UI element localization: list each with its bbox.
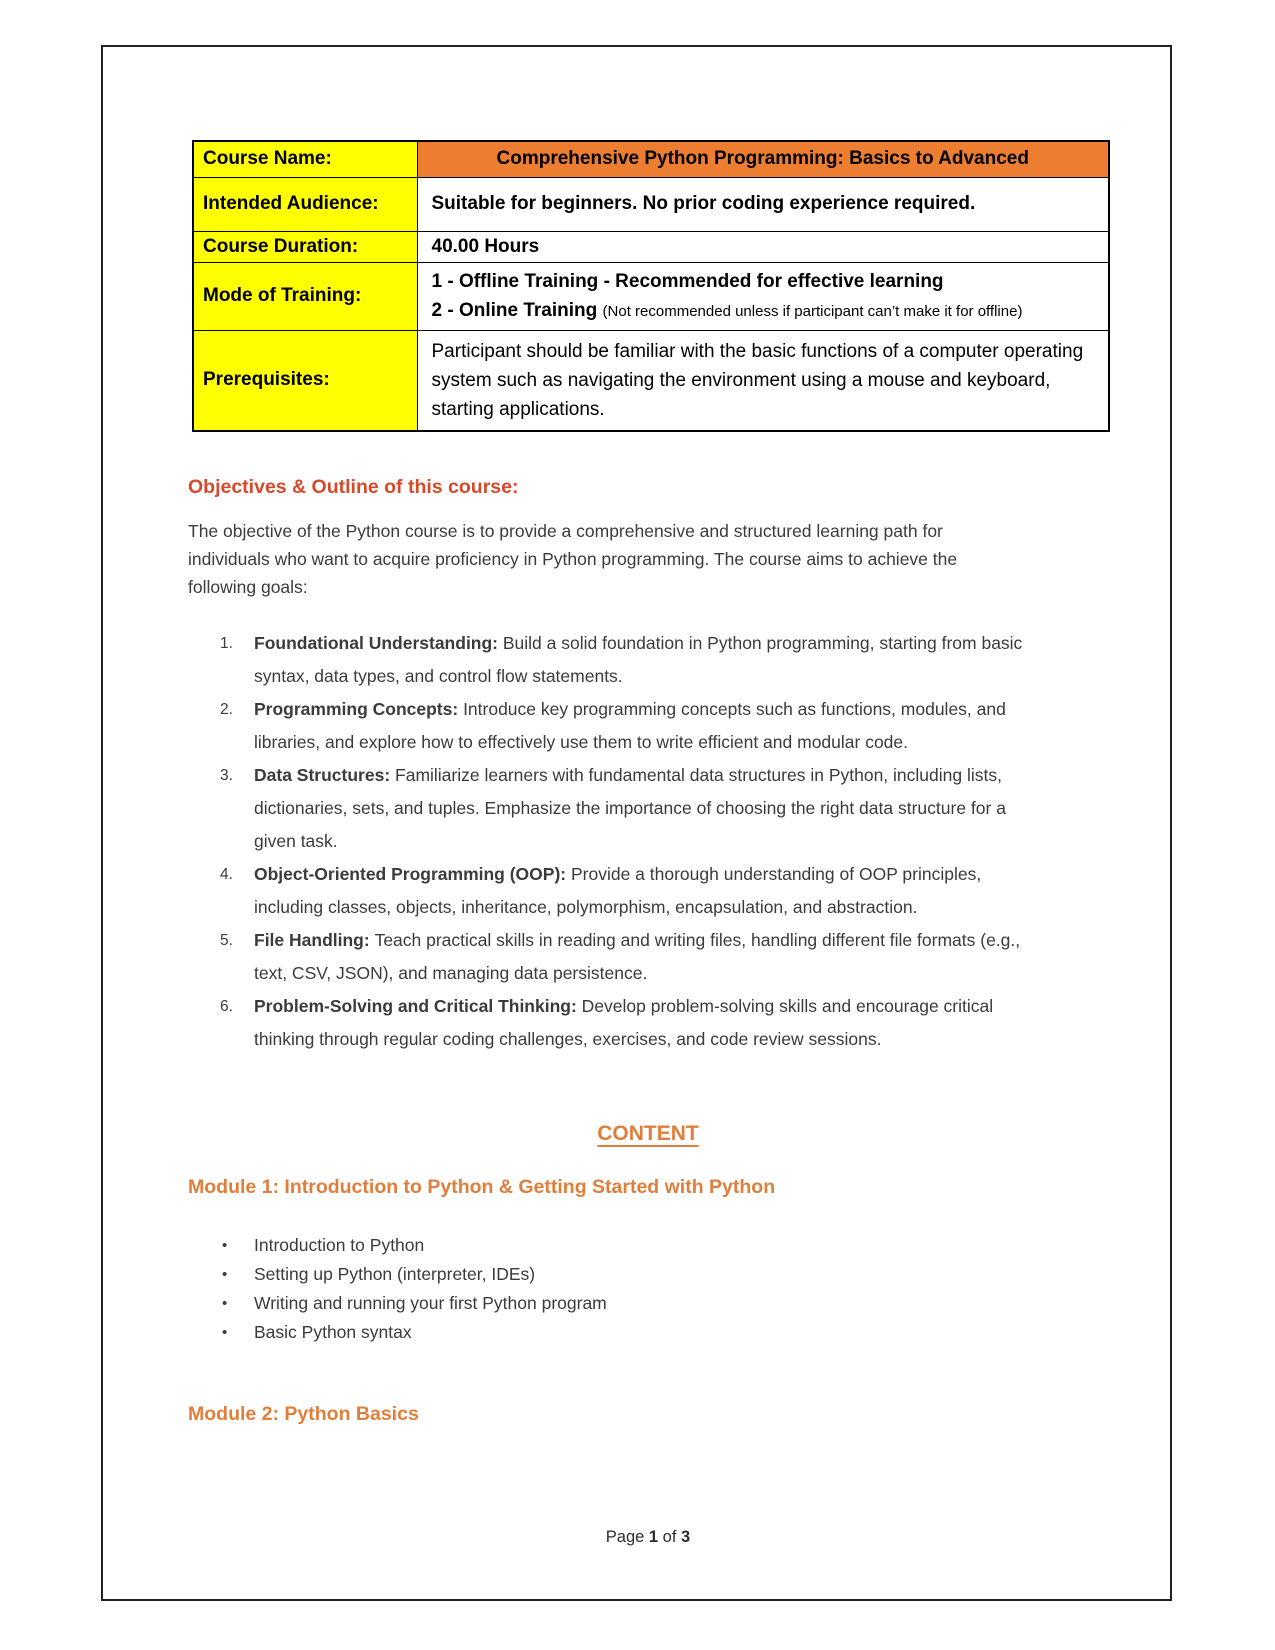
bullet-icon: • [222,1294,228,1312]
goal-body: Introduce key programming concepts such as functions, modules, and libraries, and explore how to effectively use them to write efficient and modular code. [254,698,1006,752]
goal-title: Data Structures: [254,764,396,785]
mode-of-training-value [417,262,1109,330]
course-duration-value: 40.00 Hours [417,231,1109,262]
goal-text [254,759,1048,858]
topic-text: Basic Python syntax [254,1321,412,1342]
goal-number: 6. [220,997,233,1015]
goal-title: Object-Oriented Programming (OOP): [254,863,571,884]
topic-text: Introduction to Python [254,1234,425,1255]
goal-title: File Handling: [254,929,375,950]
goal-text [254,693,1048,759]
topic-item-2 [188,1260,1108,1289]
course-duration-label: Course Duration: [193,231,417,262]
goal-body: Provide a thorough understanding of OOP principles, including classes, objects, inheritance, polymorphism, encapsulation, and abstraction. [254,863,982,917]
course-name-label: Course Name: [193,141,417,177]
course-info-table [192,140,1110,432]
table-row-mode-of-training [193,262,1109,330]
goal-title: Problem-Solving and Critical Thinking: [254,995,582,1016]
footer-current-page: 1 [648,1528,659,1546]
goal-number: 1. [220,634,233,652]
goal-number: 2. [220,700,233,718]
module-1-topic-list [188,1231,1108,1347]
table-row-prerequisites [193,330,1109,431]
bullet-icon: • [222,1236,228,1254]
intended-audience-value: Suitable for beginners. No prior coding experience required. [417,177,1109,231]
goal-text [254,924,1048,990]
footer-prefix: Page [605,1528,649,1546]
prerequisites-value: Participant should be familiar with the basic functions of a computer operating system such as navigating the environment using a mouse and keyboard, starting applications. [417,330,1109,431]
goal-body: Build a solid foundation in Python programming, starting from basic syntax, data types, and control flow statements. [254,632,1023,686]
footer-middle: of [658,1528,682,1546]
goal-item-6 [188,990,1048,1056]
prerequisites-label: Prerequisites: [193,330,417,431]
goal-number: 5. [220,931,233,949]
mode-of-training-label: Mode of Training: [193,262,417,330]
footer-total-pages: 3 [681,1528,691,1546]
bullet-icon: • [222,1323,228,1341]
goal-item-5 [188,924,1048,990]
goal-text [254,627,1048,693]
goal-item-2 [188,693,1048,759]
topic-item-1 [188,1231,1108,1260]
objectives-heading: Objectives & Outline of this course: [188,475,519,498]
mode-offline-line: 1 - Offline Training - Recommended for effective learning [431,270,944,292]
page-number-footer [188,1528,1108,1547]
module-2-heading: Module 2: Python Basics [188,1402,419,1425]
goals-list [188,627,1108,1056]
goal-text [254,858,1048,924]
course-name-value: Comprehensive Python Programming: Basics to Advanced [417,141,1109,177]
topic-item-4 [188,1318,1108,1347]
table-row-course-name [193,141,1109,177]
table-row-course-duration [193,231,1109,262]
mode-online-bold: 2 - Online Training [431,299,603,321]
content-heading [188,1122,1108,1146]
goal-item-4 [188,858,1048,924]
mode-online-note: (Not recommended unless if participant can’t make it for offline) [602,302,1023,320]
table-row-intended-audience [193,177,1109,231]
mode-online-line [432,296,1101,326]
topic-text: Writing and running your first Python program [254,1292,607,1313]
goal-number: 4. [220,865,233,883]
goal-number: 3. [220,766,233,784]
goal-body: Develop problem-solving skills and encourage critical thinking through regular coding challenges, exercises, and code review sessions. [254,995,994,1049]
topic-item-3 [188,1289,1108,1318]
module-1-heading: Module 1: Introduction to Python & Getting Started with Python [188,1175,776,1198]
goal-title: Programming Concepts: [254,698,464,719]
goal-title: Foundational Understanding: [254,632,503,653]
content-heading-text: CONTENT [597,1121,699,1145]
intended-audience-label: Intended Audience: [193,177,417,231]
objectives-intro-paragraph: The objective of the Python course is to provide a comprehensive and structured learning path for individuals who want to acquire proficiency in Python programming. The course aims to achieve the following goals: [188,520,958,597]
goal-item-3 [188,759,1048,858]
goal-body: Teach practical skills in reading and writing files, handling different file formats (e.g., text, CSV, JSON), and managing data persistence. [254,929,1021,983]
goal-text [254,990,1048,1056]
goal-body: Familiarize learners with fundamental data structures in Python, including lists, dictionaries, sets, and tuples. Emphasize the importance of choosing the right data structure for a given task. [254,764,1006,851]
topic-text: Setting up Python (interpreter, IDEs) [254,1263,536,1284]
page-content [188,140,1108,1426]
goal-item-1 [188,627,1048,693]
bullet-icon: • [222,1265,228,1283]
